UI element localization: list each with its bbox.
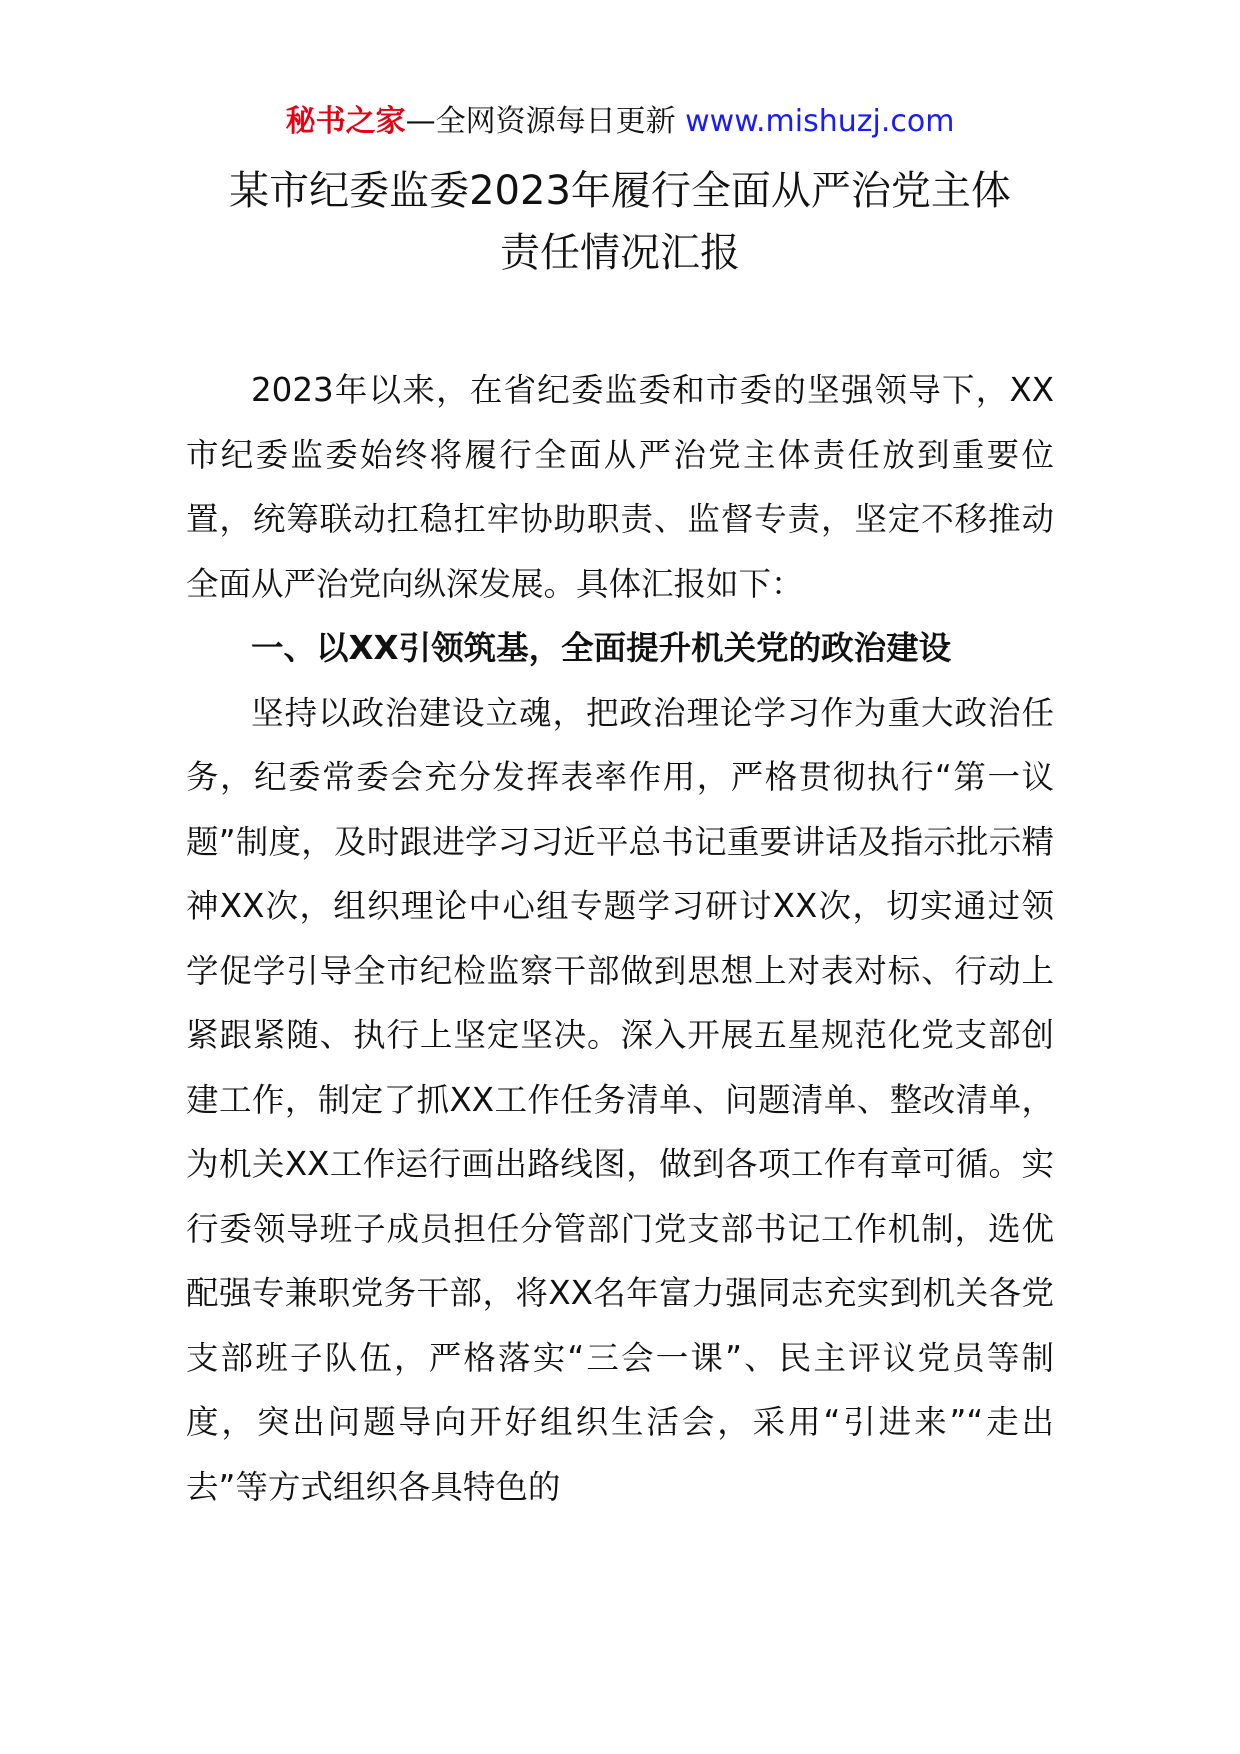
document-title: [0, 160, 1240, 284]
title-line-1: 某市纪委监委2023年履行全面从严治党主体: [229, 168, 1011, 214]
brand-slogan: —全网资源每日更新: [405, 104, 676, 139]
document-body: [186, 358, 1054, 1519]
site-url-link[interactable]: www.mishuzj.com: [685, 104, 955, 139]
title-line-2: 责任情况汇报: [500, 230, 740, 276]
section-1-heading: 一、以XX引领筑基，全面提升机关党的政治建设: [251, 629, 952, 667]
brand-name: 秘书之家: [285, 104, 406, 139]
section-1-paragraph: 坚持以政治建设立魂，把政治理论学习作为重大政治任务，纪委常委会充分发挥表率作用，严格贯彻执行“第一议题”制度，及时跟进学习习近平总书记重要讲话及指示批示精神XX次，组织理论中心组专题学习研讨XX次，切实通过领学促学引导全市纪检监察干部做到思想上对表对标、行动上紧跟紧随、执行上坚定坚决。深入开展五星规范化党支部创建工作，制定了抓XX工作任务清单、问题清单、整改清单，为机关XX工作运行画出路线图，做到各项工作有章可循。实行委领导班子成员担任分管部门党支部书记工作机制，选优配强专兼职党务干部，将XX名年富力强同志充实到机关各党支部班子队伍，严格落实“三会一课”、民主评议党员等制度，突出问题导向开好组织生活会，采用“引进来”“走出去”等方式组织各具特色的: [186, 693, 1054, 1506]
intro-paragraph: 2023年以来，在省纪委监委和市委的坚强领导下，XX市纪委监委始终将履行全面从严治党主体责任放到重要位置，统筹联动扛稳扛牢协助职责、监督专责，坚定不移推动全面从严治党向纵深发展。具体汇报如下：: [186, 371, 1054, 603]
watermark-header: [0, 100, 1240, 144]
